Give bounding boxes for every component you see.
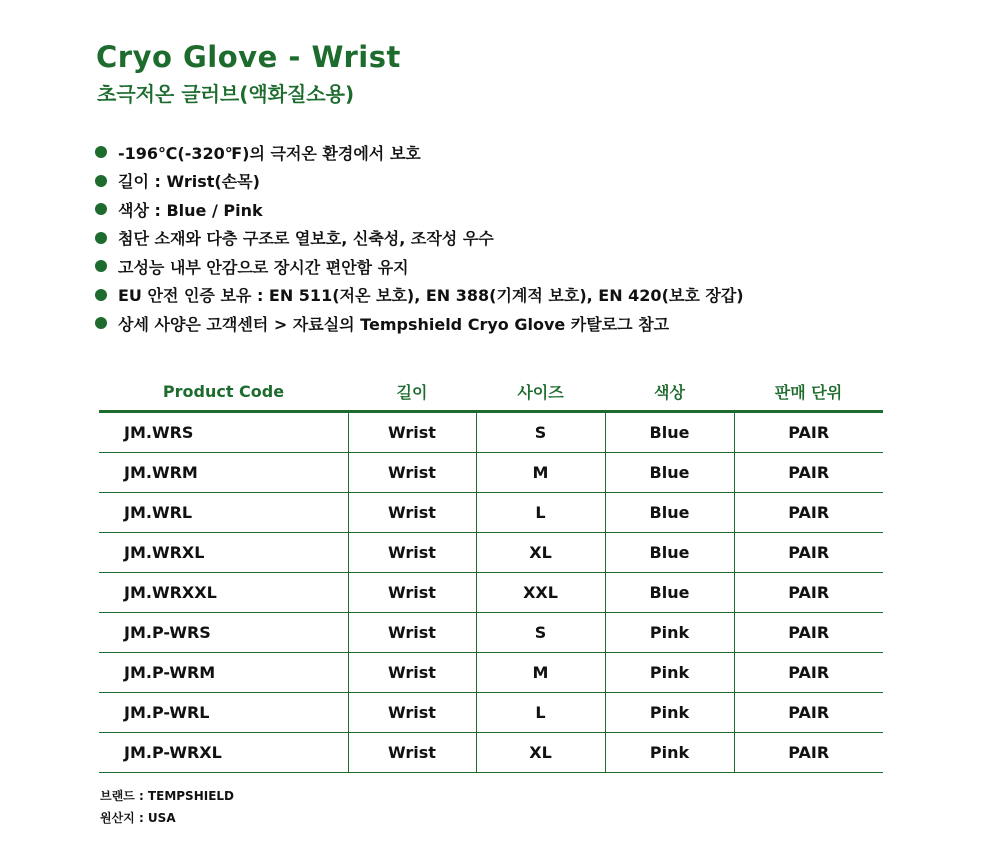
cell-size: S — [476, 613, 605, 653]
header-size: 사이즈 — [476, 372, 605, 412]
cell-sales-unit: PAIR — [734, 533, 883, 573]
cell-product-code: JM.WRM — [99, 453, 348, 493]
cell-length: Wrist — [348, 412, 476, 453]
table-header-row — [99, 372, 883, 412]
cell-length: Wrist — [348, 613, 476, 653]
cell-size: S — [476, 412, 605, 453]
cell-product-code: JM.WRXL — [99, 533, 348, 573]
cell-length: Wrist — [348, 693, 476, 733]
bullet-icon — [95, 175, 107, 187]
cell-length: Wrist — [348, 653, 476, 693]
cell-sales-unit: PAIR — [734, 453, 883, 493]
cell-product-code: JM.P-WRS — [99, 613, 348, 653]
cell-sales-unit: PAIR — [734, 653, 883, 693]
feature-item — [95, 138, 744, 167]
feature-text: -196℃(-320℉)의 극저온 환경에서 보호 — [118, 143, 421, 163]
feature-item — [95, 167, 744, 196]
table-row — [99, 613, 883, 653]
cell-sales-unit: PAIR — [734, 573, 883, 613]
feature-item — [95, 309, 744, 338]
cell-color: Blue — [605, 493, 734, 533]
cell-length: Wrist — [348, 573, 476, 613]
cell-size: L — [476, 693, 605, 733]
table-row — [99, 733, 883, 773]
feature-text: 고성능 내부 안감으로 장시간 편안함 유지 — [118, 257, 409, 277]
cell-color: Pink — [605, 613, 734, 653]
table-row — [99, 412, 883, 453]
cell-length: Wrist — [348, 733, 476, 773]
cell-size: XL — [476, 533, 605, 573]
header-length: 길이 — [348, 372, 476, 412]
feature-text: 상세 사양은 고객센터 > 자료실의 Tempshield Cryo Glove 카탈로그 참고 — [118, 314, 670, 334]
cell-size: L — [476, 493, 605, 533]
cell-color: Pink — [605, 733, 734, 773]
feature-text: 길이 : Wrist(손목) — [118, 172, 260, 192]
feature-item — [95, 252, 744, 281]
cell-sales-unit: PAIR — [734, 412, 883, 453]
bullet-icon — [95, 317, 107, 329]
cell-color: Pink — [605, 693, 734, 733]
bullet-icon — [95, 203, 107, 215]
feature-item — [95, 281, 744, 310]
feature-list — [95, 138, 744, 338]
cell-product-code: JM.WRXXL — [99, 573, 348, 613]
cell-product-code: JM.P-WRXL — [99, 733, 348, 773]
cell-length: Wrist — [348, 493, 476, 533]
table-row — [99, 573, 883, 613]
table-row — [99, 493, 883, 533]
header-color: 색상 — [605, 372, 734, 412]
cell-size: XXL — [476, 573, 605, 613]
header-product-code: Product Code — [99, 372, 348, 412]
header-sales-unit: 판매 단위 — [734, 372, 883, 412]
feature-item — [95, 195, 744, 224]
cell-size: XL — [476, 733, 605, 773]
cell-sales-unit: PAIR — [734, 493, 883, 533]
table-row — [99, 453, 883, 493]
bullet-icon — [95, 146, 107, 158]
cell-color: Blue — [605, 573, 734, 613]
cell-size: M — [476, 453, 605, 493]
feature-text: 첨단 소재와 다층 구조로 열보호, 신축성, 조작성 우수 — [118, 229, 494, 249]
bullet-icon — [95, 260, 107, 272]
cell-size: M — [476, 653, 605, 693]
cell-length: Wrist — [348, 453, 476, 493]
bullet-icon — [95, 289, 107, 301]
product-title: Cryo Glove - Wrist — [96, 40, 401, 74]
cell-product-code: JM.P-WRL — [99, 693, 348, 733]
product-table — [99, 372, 883, 773]
feature-text: 색상 : Blue / Pink — [118, 200, 263, 220]
cell-color: Blue — [605, 533, 734, 573]
cell-product-code: JM.WRS — [99, 412, 348, 453]
cell-color: Blue — [605, 412, 734, 453]
cell-color: Pink — [605, 653, 734, 693]
brand-info: 브랜드 : TEMPSHIELD — [100, 789, 235, 803]
bullet-icon — [95, 232, 107, 244]
cell-sales-unit: PAIR — [734, 733, 883, 773]
feature-item — [95, 224, 744, 253]
table-row — [99, 533, 883, 573]
feature-text: EU 안전 인증 보유 : EN 511(저온 보호), EN 388(기계적 보호), EN 420(보호 장갑) — [118, 286, 744, 306]
cell-sales-unit: PAIR — [734, 613, 883, 653]
cell-sales-unit: PAIR — [734, 693, 883, 733]
cell-product-code: JM.P-WRM — [99, 653, 348, 693]
table-row — [99, 653, 883, 693]
table-row — [99, 693, 883, 733]
product-subtitle: 초극저온 글러브(액화질소용) — [97, 82, 355, 106]
origin-info: 원산지 : USA — [100, 811, 176, 825]
cell-length: Wrist — [348, 533, 476, 573]
cell-color: Blue — [605, 453, 734, 493]
cell-product-code: JM.WRL — [99, 493, 348, 533]
